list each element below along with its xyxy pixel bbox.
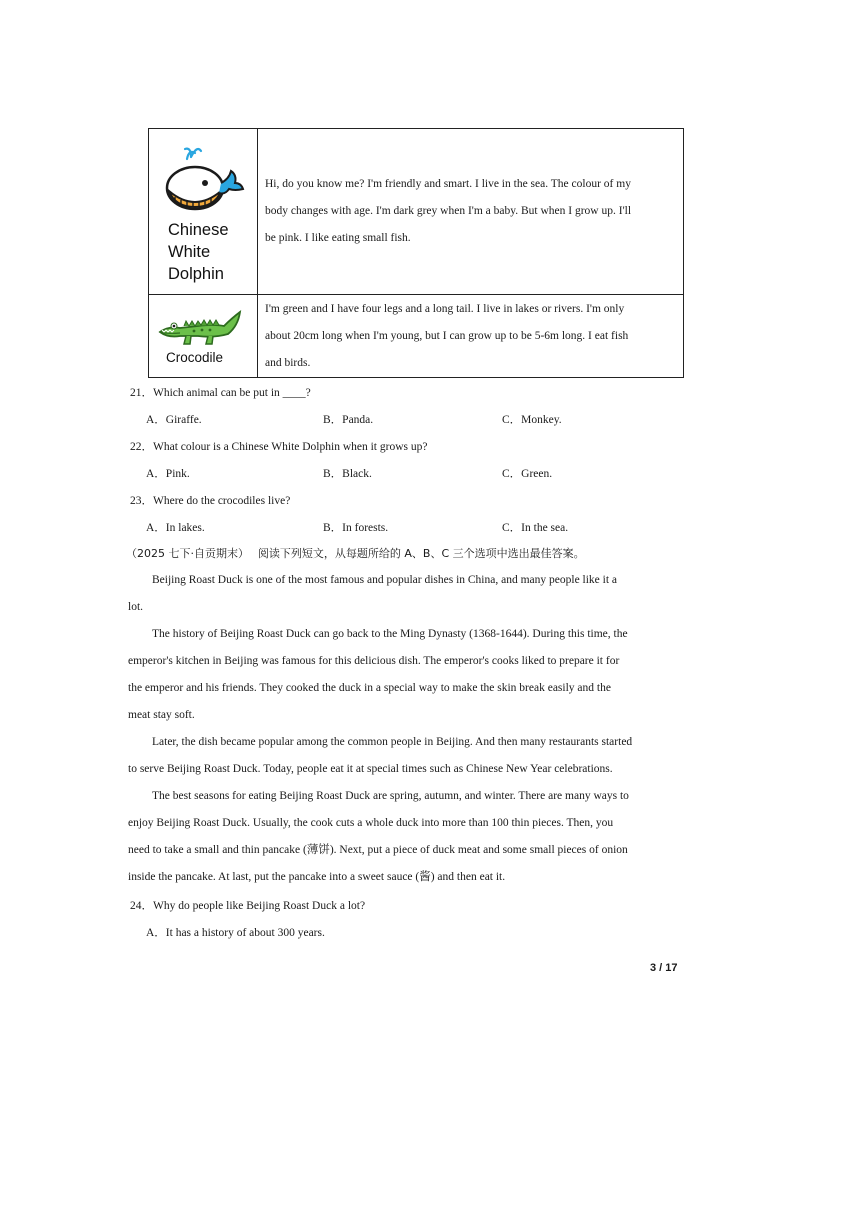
crocodile-text-cell <box>258 294 677 377</box>
dolphin-text-cell <box>258 129 677 294</box>
dolphin-text-line: be pink. I like eating small fish. <box>265 232 411 244</box>
question-21-stem: 21．Which animal can be put in ____? <box>130 387 311 399</box>
passage-line: lot. <box>128 601 144 613</box>
crocodile-icon <box>158 308 242 348</box>
dolphin-name <box>168 219 258 285</box>
passage-paragraph-1 <box>128 567 685 621</box>
passage-line: Beijing Roast Duck is one of the most famous and popular dishes in China, and many people like it a <box>152 574 618 586</box>
question-22-option-b[interactable]: B．Black. <box>323 468 372 480</box>
passage-line: Later, the dish became popular among the common people in Beijing. And then many restaurants started <box>152 736 633 748</box>
dolphin-text-line: body changes with age. I'm dark grey when I'm a baby. But when I grow up. I'll <box>265 205 632 217</box>
passage-paragraph-2 <box>128 621 685 729</box>
reading-instruction: 阅读下列短文，从每题所给的 A、B、C 三个选项中选出最佳答案。 <box>257 547 585 560</box>
question-22-stem: 22．What colour is a Chinese White Dolphin when it grows up? <box>130 441 428 453</box>
passage-paragraph-4 <box>128 783 685 891</box>
passage-line: The best seasons for eating Beijing Roast Duck are spring, autumn, and winter. There are many ways to <box>152 790 629 802</box>
passage-line: inside the pancake. At last, put the pancake into a sweet sauce (酱) and then eat it. <box>128 871 506 883</box>
dolphin-name-line: Chinese <box>168 221 229 239</box>
question-23-option-c[interactable]: C．In the sea. <box>502 522 569 534</box>
dolphin-name-line: White <box>168 243 211 261</box>
question-23-option-a[interactable]: A．In lakes. <box>146 522 205 534</box>
question-21-option-c[interactable]: C．Monkey. <box>502 414 562 426</box>
dolphin-icon <box>165 143 245 215</box>
question-22-option-c[interactable]: C．Green. <box>502 468 553 480</box>
crocodile-picture-cell <box>149 294 258 377</box>
passage-line: to serve Beijing Roast Duck. Today, people eat it at special times such as Chinese New Year celebrations. <box>128 763 613 775</box>
reading-source: （2025 七下·自贡期末） <box>126 547 249 560</box>
passage-line: enjoy Beijing Roast Duck. Usually, the cook cuts a whole duck into more than 100 thin pieces. Then, you <box>128 817 614 829</box>
passage-line: the emperor and his friends. They cooked the duck in a special way to make the skin break easily and the <box>128 682 611 694</box>
passage-line: meat stay soft. <box>128 709 195 721</box>
page-number: 3 / 17 <box>650 962 678 974</box>
reading-header <box>126 547 585 561</box>
dolphin-name-line: Dolphin <box>168 265 224 283</box>
question-24-stem: 24．Why do people like Beijing Roast Duck a lot? <box>130 900 366 912</box>
question-23-stem: 23．Where do the crocodiles live? <box>130 495 291 507</box>
table-row-dolphin <box>149 129 683 295</box>
table-row-crocodile <box>149 294 683 377</box>
passage-line: need to take a small and thin pancake (薄饼). Next, put a piece of duck meat and some small pieces of onion <box>128 844 628 856</box>
crocodile-name: Crocodile <box>166 350 224 365</box>
animal-table <box>148 128 684 378</box>
crocodile-text-line: and birds. <box>265 357 311 369</box>
passage-line: The history of Beijing Roast Duck can go back to the Ming Dynasty (1368-1644). During this time, the <box>152 628 628 640</box>
passage-paragraph-3 <box>128 729 685 783</box>
question-21-option-b[interactable]: B．Panda. <box>323 414 374 426</box>
question-24-option-a[interactable]: A．It has a history of about 300 years. <box>146 927 325 939</box>
dolphin-text-line: Hi, do you know me? I'm friendly and smart. I live in the sea. The colour of my <box>265 178 631 190</box>
crocodile-text-line: I'm green and I have four legs and a long tail. I live in lakes or rivers. I'm only <box>265 303 625 315</box>
dolphin-picture-cell <box>149 129 258 294</box>
question-23-option-b[interactable]: B．In forests. <box>323 522 389 534</box>
passage-line: emperor's kitchen in Beijing was famous for this delicious dish. The emperor's cooks liked to prepare it for <box>128 655 620 667</box>
question-21-option-a[interactable]: A．Giraffe. <box>146 414 202 426</box>
crocodile-text-line: about 20cm long when I'm young, but I can grow up to be 5-6m long. I eat fish <box>265 330 629 342</box>
question-22-option-a[interactable]: A．Pink. <box>146 468 190 480</box>
